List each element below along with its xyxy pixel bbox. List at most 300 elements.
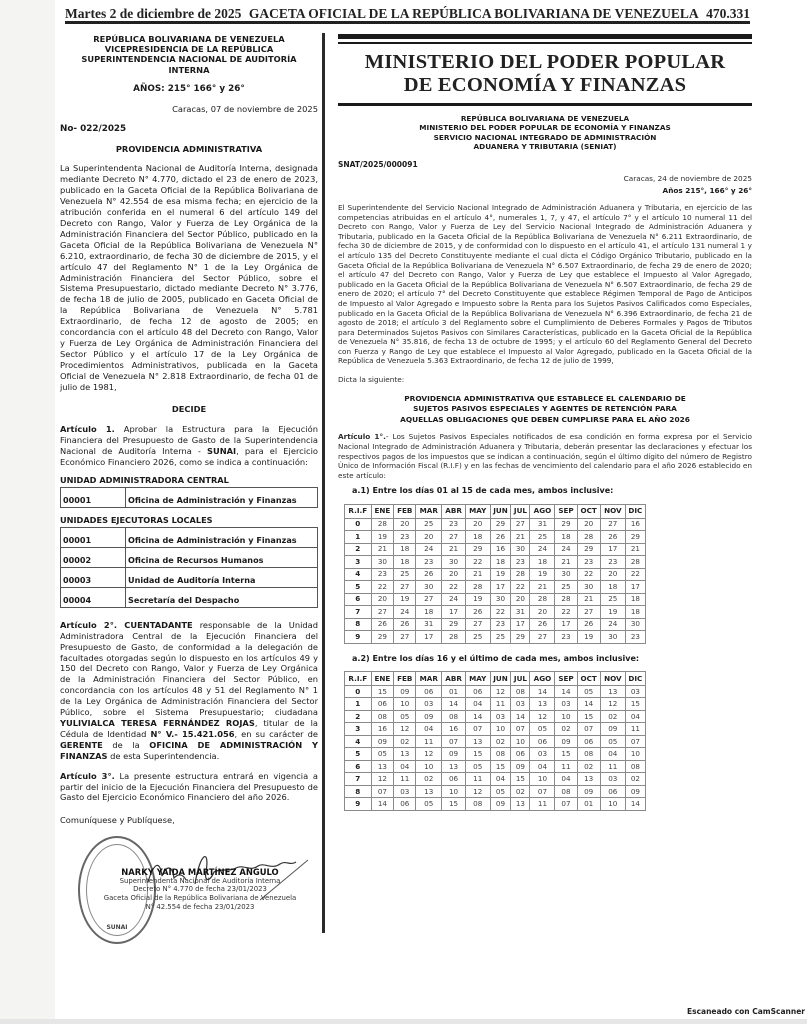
section-rule: [338, 103, 752, 106]
institution-line: SERVICIO NACIONAL INTEGRADO DE ADMINISTRACIÓN: [433, 132, 657, 142]
section-rule: [338, 34, 752, 39]
due-day-cell: 14: [442, 698, 466, 711]
due-day-cell: 19: [530, 568, 555, 581]
due-day-cell: 09: [416, 710, 442, 723]
left-document-number: No- 022/2025: [60, 123, 127, 134]
rif-digit-cell: 5: [345, 581, 372, 594]
due-day-cell: 03: [394, 785, 416, 798]
due-day-cell: 06: [600, 785, 625, 798]
due-day-cell: 10: [530, 773, 555, 786]
due-day-cell: 25: [394, 568, 416, 581]
table-row: [61, 487, 318, 507]
due-day-cell: 25: [555, 581, 577, 594]
section-rule: [338, 42, 752, 44]
rif-digit-cell: 4: [345, 568, 372, 581]
due-day-cell: 30: [625, 618, 645, 631]
due-day-cell: 02: [600, 710, 625, 723]
due-day-cell: 04: [625, 710, 645, 723]
unit-code: 00001: [61, 487, 126, 507]
due-day-cell: 20: [465, 518, 490, 531]
due-day-cell: 30: [555, 568, 577, 581]
due-day-cell: 19: [394, 593, 416, 606]
signer-line: N° 42.554 de fecha 23/01/2023: [145, 902, 255, 911]
due-day-cell: 27: [442, 531, 466, 544]
rif-digit-cell: 0: [345, 518, 372, 531]
unit-name: Unidad de Auditoría Interna: [126, 567, 318, 587]
due-day-cell: 22: [442, 581, 466, 594]
due-day-cell: 16: [442, 723, 466, 736]
due-day-cell: 07: [465, 723, 490, 736]
due-day-cell: 16: [371, 723, 394, 736]
due-day-cell: 22: [511, 581, 530, 594]
signer-line: Gaceta Oficial de la República Bolivariana de Venezuela: [103, 894, 297, 902]
unit-code: 00003: [61, 567, 126, 587]
due-day-cell: 20: [442, 568, 466, 581]
due-day-cell: 15: [511, 773, 530, 786]
due-day-cell: 09: [625, 785, 645, 798]
due-day-cell: 24: [394, 606, 416, 619]
due-day-cell: 26: [577, 618, 600, 631]
due-day-cell: 09: [577, 785, 600, 798]
due-day-cell: 21: [442, 543, 466, 556]
article-2-text: de la: [102, 739, 150, 750]
table-row: [345, 556, 646, 569]
unit-code: 00004: [61, 587, 126, 607]
due-day-cell: 09: [442, 748, 466, 761]
due-day-cell: 07: [371, 785, 394, 798]
due-day-cell: 28: [530, 593, 555, 606]
unit-name: Secretaría del Despacho: [126, 587, 318, 607]
table-row: [345, 798, 646, 811]
due-day-cell: 18: [625, 606, 645, 619]
due-day-cell: 29: [490, 518, 511, 531]
due-day-cell: 08: [371, 710, 394, 723]
unit-name: Oficina de Recursos Humanos: [126, 547, 318, 567]
table-row: [61, 547, 318, 567]
due-day-cell: 29: [555, 518, 577, 531]
due-day-cell: 06: [371, 698, 394, 711]
due-day-cell: 21: [577, 593, 600, 606]
due-day-cell: 26: [394, 618, 416, 631]
due-day-cell: 02: [555, 723, 577, 736]
due-day-cell: 30: [490, 593, 511, 606]
header-rule: [65, 21, 750, 24]
institution-line: REPÚBLICA BOLIVARIANA DE VENEZUELA: [93, 34, 285, 44]
due-day-cell: 01: [577, 798, 600, 811]
unit-code: 00002: [61, 547, 126, 567]
due-day-cell: 15: [555, 748, 577, 761]
right-anos: Años 215°, 166° y 26°: [662, 186, 752, 196]
due-day-cell: 21: [511, 531, 530, 544]
due-day-cell: 24: [555, 543, 577, 556]
column-header: MAR: [416, 672, 442, 686]
due-day-cell: 14: [555, 685, 577, 698]
due-day-cell: 17: [511, 618, 530, 631]
table-row: [345, 531, 646, 544]
due-day-cell: 20: [371, 593, 394, 606]
due-day-cell: 17: [442, 606, 466, 619]
due-day-cell: 24: [530, 543, 555, 556]
due-day-cell: 23: [625, 631, 645, 644]
due-day-cell: 14: [530, 685, 555, 698]
due-day-cell: 25: [490, 631, 511, 644]
due-day-cell: 02: [625, 773, 645, 786]
due-day-cell: 27: [600, 518, 625, 531]
rif-digit-cell: 7: [345, 773, 372, 786]
due-day-cell: 28: [625, 556, 645, 569]
right-article-1-text: - Los Sujetos Pasivos Especiales notificados de esa condición en forma expresa por el Servicio Nacional Integrado de Administración Aduanera y Tributaria, deberán presentar las declaraciones y efectuar los respectivos pagos de los impuestos que se indican a continuación, según el último dígito del número de Registro Único de Información Fiscal (R.I.F) y en las fechas de vencimiento del calendario para el año 2026 establecido en este artículo:: [338, 432, 752, 480]
column-divider: [322, 33, 325, 933]
due-day-cell: 07: [511, 723, 530, 736]
due-day-cell: 21: [465, 568, 490, 581]
table-row: [345, 710, 646, 723]
due-day-cell: 18: [465, 531, 490, 544]
due-day-cell: 20: [577, 518, 600, 531]
due-day-cell: 19: [465, 593, 490, 606]
due-day-cell: 05: [490, 785, 511, 798]
due-day-cell: 27: [511, 518, 530, 531]
due-day-cell: 22: [555, 606, 577, 619]
table-row: [61, 567, 318, 587]
appointee-office: OFICINA DE ADMINISTRACIÓN Y FINANZAS: [60, 739, 318, 761]
rif-digit-cell: 8: [345, 785, 372, 798]
due-day-cell: 09: [490, 798, 511, 811]
due-day-cell: 08: [511, 685, 530, 698]
appointee-name: YULIVIALCA TERESA FERNÁNDEZ ROJAS: [60, 717, 255, 728]
due-day-cell: 05: [394, 710, 416, 723]
due-day-cell: 20: [511, 593, 530, 606]
due-day-cell: 02: [490, 735, 511, 748]
due-day-cell: 25: [416, 518, 442, 531]
due-day-cell: 04: [394, 760, 416, 773]
rif-digit-cell: 9: [345, 798, 372, 811]
due-day-cell: 03: [530, 748, 555, 761]
due-day-cell: 26: [600, 531, 625, 544]
due-day-cell: 07: [625, 735, 645, 748]
due-day-cell: 02: [394, 735, 416, 748]
due-day-cell: 29: [371, 631, 394, 644]
due-day-cell: 03: [490, 710, 511, 723]
right-column-seniat: [338, 34, 752, 811]
table-row: [345, 785, 646, 798]
column-header: ABR: [442, 672, 466, 686]
unit-name: Oficina de Administración y Finanzas: [126, 487, 318, 507]
due-day-cell: 03: [555, 698, 577, 711]
table-row: [345, 518, 646, 531]
due-day-cell: 14: [511, 710, 530, 723]
ministry-line: MINISTERIO DEL PODER POPULAR: [364, 51, 726, 73]
due-day-cell: 14: [371, 798, 394, 811]
due-day-cell: 06: [530, 735, 555, 748]
signer-line: Decreto N° 4.770 de fecha 23/01/2023: [133, 885, 267, 894]
article-1-text: , para el Ejercicio Económico Financiero 2026, como se indica a continuación:: [60, 446, 318, 468]
due-day-cell: 11: [465, 773, 490, 786]
due-day-cell: 10: [600, 798, 625, 811]
right-article-1-label: Artículo 1°.: [338, 432, 386, 442]
due-day-cell: 22: [371, 581, 394, 594]
calendar-a2-title: a.2) Entre los días 16 y el último de cada mes, ambos inclusive:: [352, 653, 640, 663]
signer-line: Superintendenta Nacional de Auditoría Interna: [119, 876, 281, 885]
signer-details: [90, 868, 310, 911]
due-day-cell: 09: [600, 723, 625, 736]
column-header: FEB: [394, 505, 416, 519]
due-day-cell: 09: [394, 685, 416, 698]
due-day-cell: 05: [416, 798, 442, 811]
table-row: [61, 587, 318, 607]
institution-line: SUPERINTENDENCIA NACIONAL DE AUDITORÍA: [81, 54, 297, 65]
due-day-cell: 20: [416, 531, 442, 544]
rif-digit-cell: 8: [345, 618, 372, 631]
rif-digit-cell: 1: [345, 531, 372, 544]
due-day-cell: 15: [577, 710, 600, 723]
due-day-cell: 06: [394, 798, 416, 811]
column-header: JUN: [490, 505, 511, 519]
due-day-cell: 23: [442, 518, 466, 531]
due-day-cell: 17: [600, 543, 625, 556]
article-2-text: responsable de la Unidad Administradora Central de la Ejecución Financiera del Presupuesto de Gasto, de conformidad a la delegación de facultades otorgadas según lo dispuesto en los artículos 49 y 150 del Decreto con Rango, Valor y Fuerza de Ley Orgánica de la Administración Financiera del Sector Público, en concordancia con los artículos 48 y 51 del Reglamento N° 1 de la Ley Orgánica de Administración Financiera del Sector Público, sobre el Sistema Presupuestario; ciudadana: [60, 619, 319, 718]
due-day-cell: 27: [577, 606, 600, 619]
column-header: NOV: [600, 505, 625, 519]
due-day-cell: 13: [465, 735, 490, 748]
ministry-line: DE ECONOMÍA Y FINANZAS: [403, 74, 687, 96]
due-day-cell: 08: [465, 798, 490, 811]
due-day-cell: 25: [465, 631, 490, 644]
dicta-label: Dicta la siguiente:: [338, 375, 405, 385]
due-day-cell: 16: [490, 543, 511, 556]
article-3-text: La presente estructura entrará en vigencia a partir del inicio de la Ejecución Financiera del Presupuesto de Gasto del Ejercicio Económico Financiero del año 2026.: [60, 770, 318, 803]
due-day-cell: 22: [490, 606, 511, 619]
due-day-cell: 20: [394, 518, 416, 531]
due-day-cell: 26: [416, 568, 442, 581]
article-3: [60, 771, 318, 804]
left-providencia-title: PROVIDENCIA ADMINISTRATIVA: [115, 143, 263, 154]
local-units-title: UNIDADES EJECUTORAS LOCALES: [60, 514, 213, 525]
due-day-cell: 06: [416, 685, 442, 698]
central-unit-table: [60, 487, 318, 508]
due-day-cell: 08: [442, 710, 466, 723]
due-day-cell: 21: [625, 543, 645, 556]
due-day-cell: 08: [555, 785, 577, 798]
due-day-cell: 19: [490, 568, 511, 581]
due-day-cell: 12: [600, 698, 625, 711]
due-day-cell: 05: [530, 723, 555, 736]
due-day-cell: 01: [442, 685, 466, 698]
due-day-cell: 23: [600, 556, 625, 569]
column-header: DIC: [625, 505, 645, 519]
due-day-cell: 10: [625, 748, 645, 761]
due-day-cell: 28: [555, 593, 577, 606]
due-day-cell: 28: [442, 631, 466, 644]
due-day-cell: 30: [442, 556, 466, 569]
due-day-cell: 13: [394, 748, 416, 761]
due-day-cell: 15: [490, 760, 511, 773]
due-day-cell: 13: [371, 760, 394, 773]
right-providencia-title: [338, 394, 752, 426]
left-institution-header: [60, 34, 318, 75]
article-2-text: , titular de la Cédula de Identidad: [60, 717, 319, 739]
due-day-cell: 18: [600, 581, 625, 594]
table-row: [61, 527, 318, 547]
due-day-cell: 08: [625, 760, 645, 773]
due-day-cell: 27: [371, 606, 394, 619]
table-row: [345, 581, 646, 594]
column-header: JUN: [490, 672, 511, 686]
due-day-cell: 27: [394, 581, 416, 594]
due-day-cell: 22: [625, 568, 645, 581]
column-header: ABR: [442, 505, 466, 519]
due-day-cell: 19: [577, 631, 600, 644]
rif-digit-cell: 4: [345, 735, 372, 748]
due-day-cell: 23: [371, 568, 394, 581]
institution-line: INTERNA: [168, 64, 210, 75]
table-header-row: [345, 505, 646, 519]
due-day-cell: 16: [625, 518, 645, 531]
due-day-cell: 18: [394, 543, 416, 556]
bottom-band: [0, 1019, 807, 1024]
due-day-cell: 30: [416, 581, 442, 594]
signature-block: [60, 832, 318, 942]
due-day-cell: 10: [555, 710, 577, 723]
due-day-cell: 04: [600, 748, 625, 761]
due-day-cell: 17: [555, 618, 577, 631]
due-day-cell: 02: [416, 773, 442, 786]
due-day-cell: 07: [577, 723, 600, 736]
column-header: DIC: [625, 672, 645, 686]
column-header: MAR: [416, 505, 442, 519]
due-day-cell: 27: [416, 593, 442, 606]
due-day-cell: 28: [577, 531, 600, 544]
calendar-table-a2: [344, 671, 646, 811]
table-row: [345, 760, 646, 773]
central-unit-title: UNIDAD ADMINISTRADORA CENTRAL: [60, 475, 229, 485]
due-day-cell: 13: [442, 760, 466, 773]
article-1: [60, 424, 318, 468]
due-day-cell: 29: [625, 531, 645, 544]
rif-digit-cell: 6: [345, 760, 372, 773]
due-day-cell: 06: [465, 685, 490, 698]
due-day-cell: 10: [394, 698, 416, 711]
column-header: AGO: [530, 505, 555, 519]
table-row: [345, 543, 646, 556]
calendar-a1-title: a.1) Entre los días 01 al 15 de cada mes, ambos inclusive:: [352, 486, 614, 496]
due-day-cell: 04: [465, 698, 490, 711]
due-day-cell: 07: [555, 798, 577, 811]
rif-digit-cell: 5: [345, 748, 372, 761]
due-day-cell: 11: [625, 723, 645, 736]
article-1-label: Artículo 1.: [60, 424, 115, 435]
rif-digit-cell: 2: [345, 710, 372, 723]
due-day-cell: 14: [577, 698, 600, 711]
rif-digit-cell: 9: [345, 631, 372, 644]
sunai-acronym: SUNAI: [206, 446, 237, 457]
due-day-cell: 07: [530, 785, 555, 798]
due-day-cell: 30: [511, 543, 530, 556]
due-day-cell: 17: [416, 631, 442, 644]
due-day-cell: 15: [625, 698, 645, 711]
table-row: [345, 723, 646, 736]
due-day-cell: 11: [416, 735, 442, 748]
due-day-cell: 11: [490, 698, 511, 711]
due-day-cell: 18: [530, 556, 555, 569]
header-page-number: 470.331: [706, 6, 750, 21]
due-day-cell: 20: [530, 606, 555, 619]
table-row: [345, 735, 646, 748]
column-header: SEP: [555, 672, 577, 686]
due-day-cell: 02: [577, 760, 600, 773]
right-preamble: El Superintendente del Servicio Nacional Integrado de Administración Aduanera y Tributaria, en ejercicio de las competencias atribuidas en el artículo 4°, numerales 1, 7, y 47, el artículo 7° y el artículo 10 numeral 11 del Decreto con Rango, Valor y Fuerza de Ley del Servicio Nacional Integrado de Administración Aduanera y Tributaria, publicado en la Gaceta Oficial de la República Bolivariana de Venezuela N° 6.211 Extraordinario, de fecha 30 de diciembre de 2015, y de conformidad con lo dispuesto en el artículo 41, el artículo 131 numeral 1 y el artículo 135 del Decreto Constituyente mediante el cual dicta el Código Orgánico Tributario, publicado en la Gaceta Oficial de la República Bolivariana de Venezuela N° 6.507 Extraordinario, de fecha 29 de enero de 2020; el artículo 47 del Decreto con Rango, Valor y Fuerza de Ley que establece el Impuesto al Valor Agregado, publicado en la Gaceta Oficial de la República Bolivariana de Venezuela N° 6.507 Extraordinario, de fecha 29 de enero de 2020; el artículo 7° del Decreto Constituyente que establece Régimen Temporal de Pago de Anticipos de Impuesto al Valor Agregado e Impuesto sobre la Renta para los Sujetos Pasivos Calificados como Especiales, publicado en la Gaceta Oficial de la República Bolivariana de Venezuela N° 6.396 Extraordinario, de fecha 21 de agosto de 2018; el artículo 3 del Reglamento sobre el Cumplimiento de Deberes Formales y Pagos de Tributos para Determinados Sujetos Pasivos con Similares Características, publicado en la Gaceta Oficial de la República de Venezuela N° 35.816, de fecha 13 de octubre de 1995; y el artículo 60 del Reglamento General del Decreto con Fuerza y Rango de Ley que establece el Impuesto al Valor Agregado, publicado en la Gaceta Oficial de la República de Venezuela 5.363 Extraordinario, de fecha 12 de julio de 1999,: [338, 202, 752, 366]
rif-digit-cell: 6: [345, 593, 372, 606]
due-day-cell: 26: [490, 531, 511, 544]
due-day-cell: 13: [530, 698, 555, 711]
left-anos: AÑOS: 215° 166° y 26°: [133, 83, 245, 94]
due-day-cell: 31: [511, 606, 530, 619]
institution-line: VICEPRESIDENCIA DE LA REPÚBLICA: [104, 44, 274, 55]
due-day-cell: 18: [625, 593, 645, 606]
due-day-cell: 12: [394, 723, 416, 736]
due-day-cell: 03: [416, 698, 442, 711]
column-header: AGO: [530, 672, 555, 686]
due-day-cell: 13: [416, 785, 442, 798]
due-day-cell: 12: [371, 773, 394, 786]
due-day-cell: 03: [600, 773, 625, 786]
column-header: R.I.F: [345, 672, 372, 686]
table-row: [345, 773, 646, 786]
due-day-cell: 29: [465, 543, 490, 556]
due-day-cell: 24: [600, 618, 625, 631]
left-column-sunai: [60, 30, 318, 942]
article-2-text: , en su carácter de: [234, 728, 318, 739]
due-day-cell: 13: [600, 685, 625, 698]
due-day-cell: 12: [490, 685, 511, 698]
institution-line: ADUANERA Y TRIBUTARIA (SENIAT): [473, 141, 617, 151]
right-institution-header: [338, 114, 752, 151]
column-header: OCT: [577, 505, 600, 519]
rif-digit-cell: 3: [345, 723, 372, 736]
due-day-cell: 23: [416, 556, 442, 569]
left-date: Caracas, 07 de noviembre de 2025: [172, 103, 318, 114]
rif-digit-cell: 7: [345, 606, 372, 619]
due-day-cell: 26: [530, 618, 555, 631]
due-day-cell: 14: [625, 798, 645, 811]
table-row: [345, 631, 646, 644]
right-article-1: [338, 432, 752, 480]
due-day-cell: 27: [465, 618, 490, 631]
due-day-cell: 23: [394, 531, 416, 544]
column-header: OCT: [577, 672, 600, 686]
due-day-cell: 04: [555, 773, 577, 786]
column-header: JUL: [511, 505, 530, 519]
signer-name: NARKY YAIDA MARTÍNEZ ANGULO: [121, 867, 279, 878]
seal-text: SUNAI: [106, 924, 128, 932]
due-day-cell: 08: [577, 748, 600, 761]
due-day-cell: 23: [577, 556, 600, 569]
ministry-heading: [338, 51, 752, 97]
due-day-cell: 05: [371, 748, 394, 761]
due-day-cell: 11: [530, 798, 555, 811]
due-day-cell: 30: [371, 556, 394, 569]
due-day-cell: 24: [442, 593, 466, 606]
due-day-cell: 18: [555, 531, 577, 544]
due-day-cell: 28: [371, 518, 394, 531]
due-day-cell: 06: [442, 773, 466, 786]
due-day-cell: 23: [555, 631, 577, 644]
due-day-cell: 03: [625, 685, 645, 698]
due-day-cell: 21: [555, 556, 577, 569]
due-day-cell: 25: [530, 531, 555, 544]
title-line: PROVIDENCIA ADMINISTRATIVA QUE ESTABLECE EL CALENDARIO DE: [404, 393, 686, 403]
title-line: AQUELLAS OBLIGACIONES QUE DEBEN CUMPLIRSE PARA EL AÑO 2026: [400, 414, 690, 424]
due-day-cell: 11: [555, 760, 577, 773]
